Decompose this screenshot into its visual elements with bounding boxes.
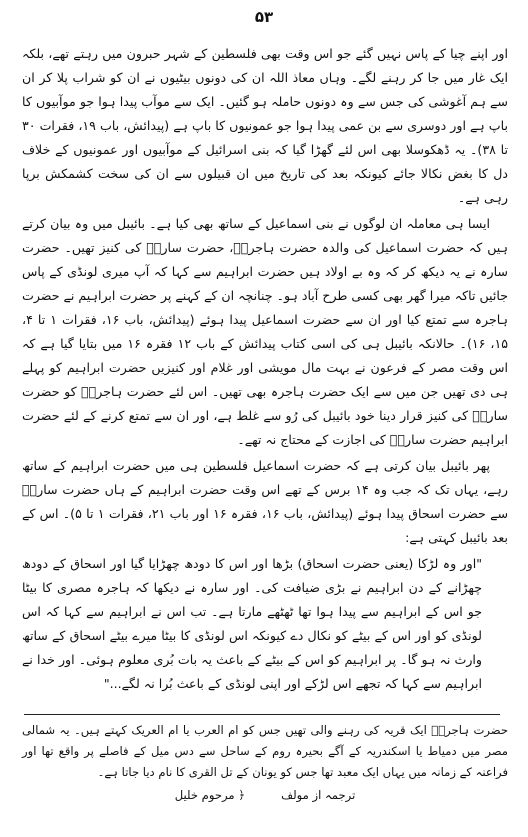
quoted-passage: "اور وہ لڑکا (یعنی حضرت اسحاق) بڑھا اور اس کا دودھ چھڑایا گیا اور اسحاق کے دودھ چھڑانے کے دن ابراہیم نے بڑی ضیافت کی۔ اور سارہ نے دیکھا کہ ہاجرہ مصری کا بیٹا جو اس کے ابراہیم سے پیدا ہوا تھا ٹھٹھے مارتا ہے۔ تب اس نے ابراہیم سے کہا کہ اس لونڈی کو اور اس کے بیٹے کو نکال دے کیونکہ اس لونڈی کا بیٹا میرے بیٹے اسحاق کے ساتھ وارث نہ ہو گا۔ پر ابراہیم کو اس کے بیٹے کے باعث یہ بات بُری معلوم ہوئی۔ اور خدا نے ابراہیم سے کہا کہ تجھے اس لڑکے اور اپنی لونڈی کے باعث بُرا نہ لگے..."	[22, 556, 482, 691]
main-text	[22, 42, 508, 698]
footnote-sign-right: ترجمہ از مولف	[281, 788, 356, 802]
footnote: حضرت ہاجرہؑ ایک قریہ کی رہنے والی تھیں جس کو ام العرب یا ام العریک کہتے ہیں۔ یہ شمالی مصر میں دمیاط یا اسکندریہ کے آگے بحیرہ روم کے ساحل سے دس میل کے فاصلے پر واقع تھا اور فراعنہ کے زمانہ میں یہاں ایک معبد تھا جس کو یونان کے تل القری کا نام دیا جاتا ہے۔	[22, 723, 508, 779]
paragraph: اور اپنے چیا کے پاس نہیں گئے جو اس وقت بھی فلسطین کے شہر حبرون میں رہتے تھے، بلکہ ایک غار میں جا کر رہنے لگے۔ وہاں معاذ اللہ ان کی دونوں بیٹیوں نے ان کو شراب پلا کر ان سے ہم آغوشی کی جس سے وہ دونوں حاملہ ہو گئیں۔ ایک سے موآب پیدا ہوا جو موآبیوں کا باپ ہے اور دوسری سے بن عمی پیدا ہوا جو عمونیوں کا باپ ہے (پیدائش، باب ۱۹، فقرات ۳۰ تا ۳۸)۔ یہ ڈھکوسلا بھی اس لئے گھڑا گیا کہ بنی اسرائیل کے موآبیوں اور عمونیوں کے خلاف دل کا بغض نکالا جائے کیونکہ بعد کی تاریخ میں ان قبیلوں سے ان کی سخت کشمکش برپا رہی ہے۔	[22, 46, 508, 205]
paragraph: پھر بائیبل بیان کرتی ہے کہ حضرت اسماعیل فلسطین ہی میں حضرت ابراہیم کے ساتھ رہے، یہاں تک کہ جب وہ ۱۴ برس کے تھے اس وقت حضرت ابراہیم کے ہاں حضرت سارہؑ سے حضرت اسحاق پیدا ہوئے (پیدائش، باب ۱۶، فقرہ ۱۶ اور باب ۲۱، فقرات ۱ تا ۵)۔ اس کے بعد بائیبل کہتی ہے:	[22, 458, 509, 545]
page-number: ۵۳	[254, 8, 274, 26]
footnotes	[22, 720, 508, 806]
footnote-sign-left: ﴿ مرحوم خلیل	[174, 788, 246, 802]
footnote-divider	[24, 714, 500, 715]
footnote-signature	[22, 785, 508, 806]
paragraph: ایسا ہی معاملہ ان لوگوں نے بنی اسماعیل کے ساتھ بھی کیا ہے۔ بائیبل میں وہ بیان کرتے ہیں کہ حضرت اسماعیل کی والدہ حضرت ہاجرہؑ، حضرت سارہؑ کی کنیز تھیں۔ حضرت سارہ نے یہ دیکھ کر کہ وہ بے اولاد ہیں حضرت ابراہیم سے کہا کہ آپ میری لونڈی کے پاس جائیں تاکہ میرا گھر بھی کسی طرح آباد ہو۔ چنانچہ ان کے کہنے پر حضرت ابراہیم نے حضرت ہاجرہ سے تمتع کیا اور ان سے حضرت اسماعیل پیدا ہوئے (پیدائش، باب ۱۶، فقرات ۱ تا ۴، ۱۵، ۱۶)۔ حالانکہ بائیبل ہی کی اسی کتاب پیدائش کے باب ۱۲ فقرہ ۱۶ میں بتایا گیا ہے کہ اس وقت مصر کے فرعون نے بہت مال مویشی اور غلام اور کنیزیں حضرت ابراہیم کو پہلے ہی دی تھیں جن میں سے ایک حضرت ہاجرہ بھی تھیں۔ اس لئے حضرت ہاجرہؑ کو حضرت سارہؑ کی کنیز قرار دینا خود بائیبل کی رُو سے غلط ہے، اور ان سے تمتع کرنے کے لئے حضرت ابراہیم حضرت سارہؑ کی اجازت کے محتاج نہ تھے۔	[22, 216, 509, 447]
